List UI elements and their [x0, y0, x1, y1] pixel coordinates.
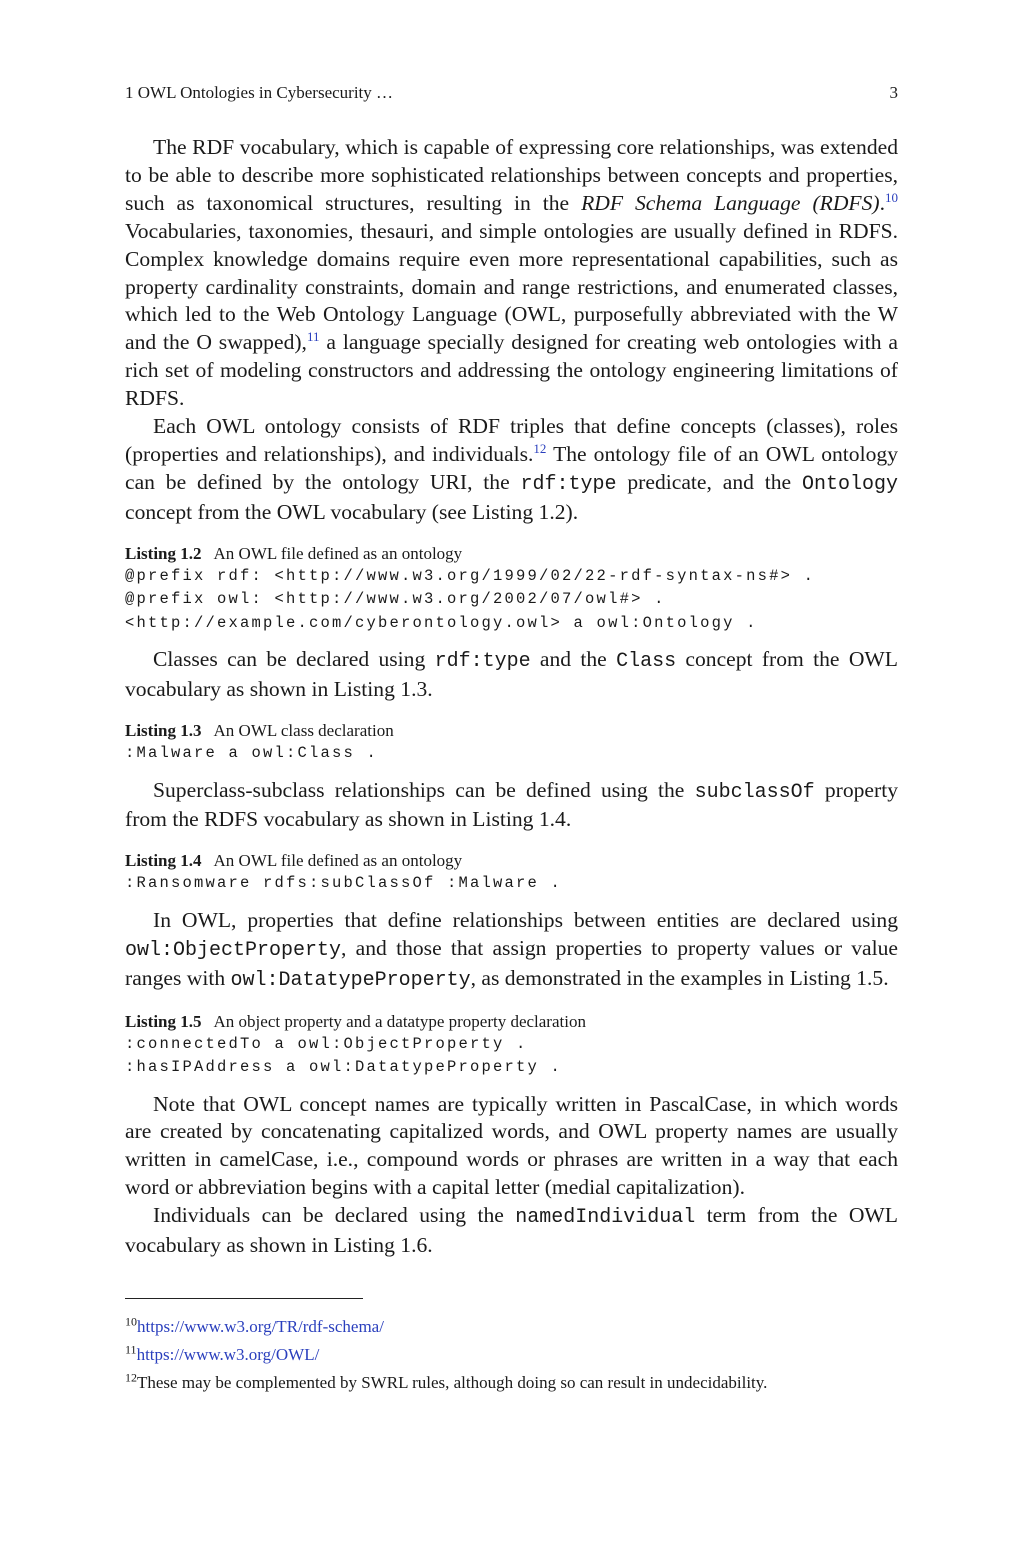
inline-code-rdf-type: rdf:type [520, 472, 617, 496]
listing-caption [125, 720, 898, 742]
footnote-11 [125, 1341, 898, 1369]
page-number: 3 [889, 83, 898, 102]
listing-caption [125, 850, 898, 872]
listing-1-2 [125, 543, 898, 636]
inline-code-subclassof: subclassOf [694, 780, 815, 804]
footnote-number: 12 [125, 1370, 137, 1385]
paragraph-classes: Classes can be declared using rdf:type and the Class concept from the OWL vocabulary as shown in Listing 1.3. [125, 647, 898, 702]
listing-1-5 [125, 1011, 898, 1080]
listing-caption [125, 543, 898, 565]
inline-code-rdf-type: rdf:type [434, 650, 531, 674]
running-head-title: 1 OWL Ontologies in Cybersecurity … [125, 83, 394, 102]
inline-code-ontology: Ontology [801, 472, 898, 496]
paragraph-naming-conventions: Note that OWL concept names are typically written in PascalCase, in which words are created by concatenating capitalized words, and OWL property names are usually written in camelCase, i.e., compound words or phrases are written in a way that each word or abbreviation begins with a capital letter (medial capitalization). [125, 1091, 898, 1200]
footnote-number: 11 [125, 1342, 137, 1357]
listing-label: Listing 1.2 [125, 543, 202, 563]
paragraph-subclass: Superclass-subclass relationships can be defined using the subclassOf property from the RDFS vocabulary as shown in Listing 1.4. [125, 777, 898, 832]
footnotes [125, 1313, 898, 1397]
listing-label: Listing 1.4 [125, 851, 202, 871]
paragraph-rdfs-owl: The RDF vocabulary, which is capable of expressing core relationships, was extended to be able to describe more sophisticated relationships between concepts and properties, such as taxonomical structures, resulting in the RDF Schema Language (RDFS).$^{10}$ Vocabularies, taxonomies, thesauri, and simple ontologies are usually defined in RDFS. Complex knowledge domains require even more representational capabilities, such as property cardinality constraints, domain and range restrictions, and enumerated classes, which led to the Web Ontology Language (OWL, purposefully abbreviated with the W and the O swapped),$^{11}$ a language specially designed for creating web ontologies with a rich set of modeling constructors and addressing the ontology engineering limitations of RDFS. [125, 135, 899, 411]
code-line: :Malware a owl:Class . [125, 744, 379, 762]
listing-1-3 [125, 720, 898, 766]
paragraph-owl-ontology: Each OWL ontology consists of RDF triples that define concepts (classes), roles (properties and relationships), and individuals.$^{12}$ The ontology file of an OWL ontology can be defined by the ontology URI, the rdf:type predicate, and the Ontology concept from the OWL vocabulary (see Listing 1.2). [125, 414, 898, 524]
inline-code-datatype-property: owl:DatatypeProperty [230, 968, 471, 992]
footnote-ref-11[interactable]: 11 [306, 329, 320, 345]
body-text [125, 134, 898, 1260]
footnote-10 [125, 1313, 898, 1341]
code-line: <http://example.com/cyberontology.owl> a owl:Ontology . [125, 613, 758, 632]
listing-caption-text: An object property and a datatype property declaration [213, 1011, 586, 1031]
listing-label: Listing 1.3 [125, 721, 202, 740]
inline-code-named-individual: namedIndividual [515, 1206, 696, 1230]
paragraph-properties: In OWL, properties that define relationships between entities are declared using owl:ObjectProperty, and those that assign properties to property values or value ranges with owl:DatatypeProperty, as demonstrated in the examples in Listing 1.5. [125, 907, 898, 992]
listing-caption-text: An OWL class declaration [213, 721, 394, 740]
footnote-link-rdf-schema[interactable]: https://www.w3.org/TR/rdf-schema/ [137, 1317, 384, 1336]
code-line: @prefix rdf: <http://www.w3.org/1999/02/22-rdf-syntax-ns#> . [125, 566, 816, 585]
listing-1-4 [125, 850, 898, 896]
footnote-ref-12[interactable]: 12 [533, 440, 547, 456]
footnote-link-owl[interactable]: https://www.w3.org/OWL/ [136, 1345, 320, 1364]
code-line: :Ransomware rdfs:subClassOf :Malware . [125, 874, 563, 893]
footnote-rule [125, 1298, 363, 1299]
footnote-ref-10[interactable]: 10 [885, 189, 899, 205]
paragraph-individuals: Individuals can be declared using the namedIndividual term from the OWL vocabulary as shown in Listing 1.6. [125, 1203, 898, 1258]
code-line: :hasIPAddress a owl:DatatypeProperty . [125, 1058, 563, 1077]
listing-caption-text: An OWL file defined as an ontology [213, 851, 463, 871]
code-line: :connectedTo a owl:ObjectProperty . [125, 1034, 528, 1053]
footnote-text: These may be complemented by SWRL rules, although doing so can result in undecidability. [137, 1373, 768, 1392]
footnote-number: 10 [125, 1314, 137, 1329]
listing-caption-text: An OWL file defined as an ontology [213, 543, 463, 563]
listing-label: Listing 1.5 [125, 1011, 202, 1031]
footnote-12 [125, 1369, 898, 1397]
code-line: @prefix owl: <http://www.w3.org/2002/07/owl#> . [125, 590, 666, 609]
inline-code-class: Class [616, 650, 677, 674]
listing-caption [125, 1011, 898, 1033]
inline-code-object-property: owl:ObjectProperty [125, 938, 342, 962]
rdfs-term: RDF Schema Language (RDFS) [581, 190, 880, 215]
